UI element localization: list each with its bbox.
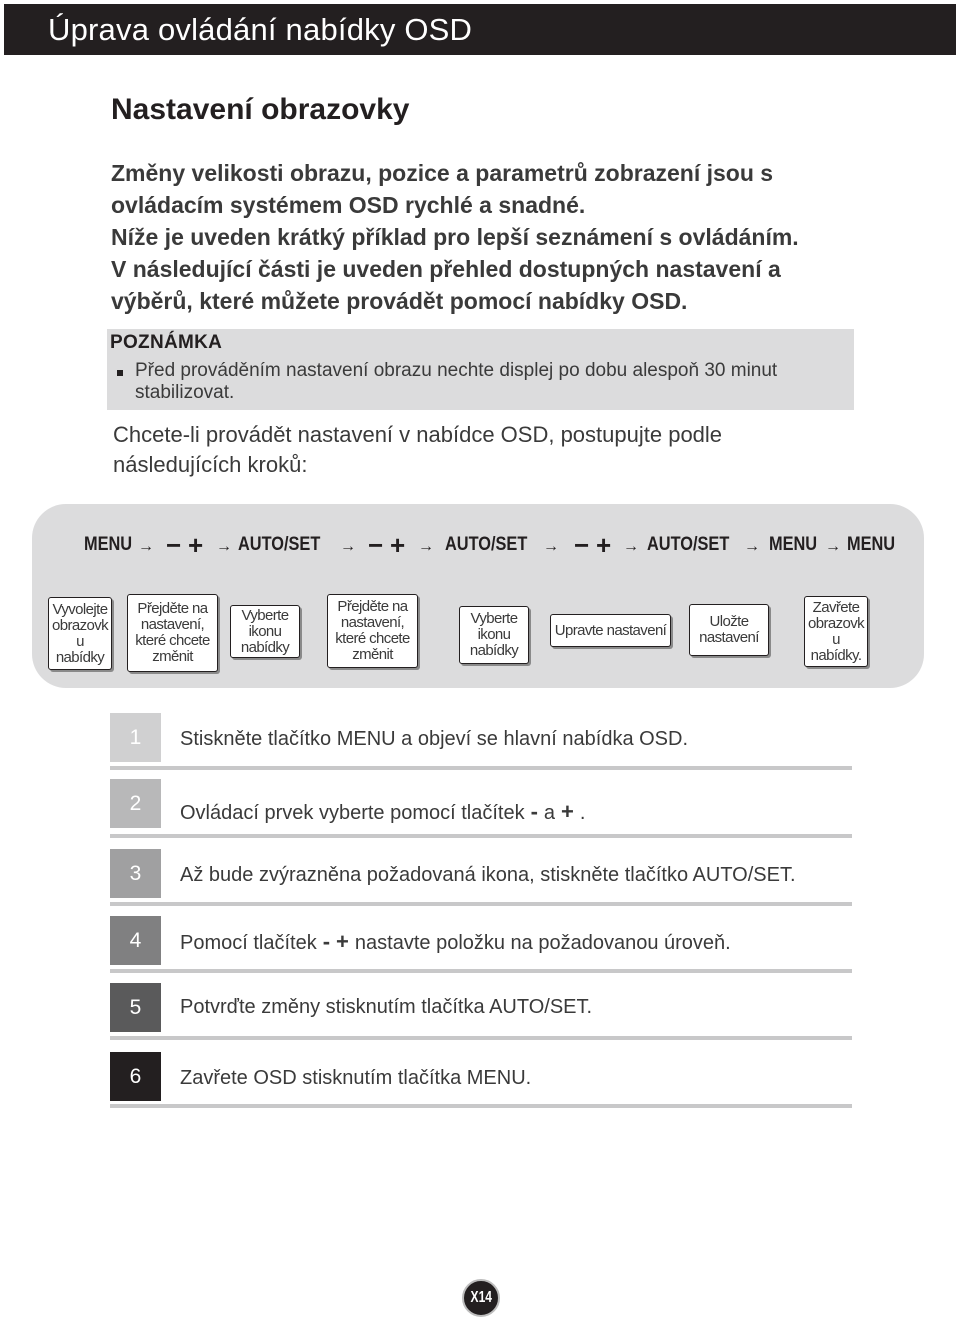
flow-step-box: Upravte nastavení [550, 614, 671, 647]
step-divider [110, 969, 852, 973]
minus-icon: − [166, 530, 182, 560]
arrow-right-icon: → [340, 538, 356, 555]
flow-autoset-label: AUTO/SET [238, 534, 321, 555]
step-text-part: Pomocí tlačítek [180, 932, 317, 954]
step-number: 1 [110, 713, 161, 762]
step-divider [110, 902, 852, 906]
flow-step-box: Uložte nastavení [689, 604, 769, 656]
bullet-icon [117, 370, 123, 376]
plus-icon: + [390, 530, 406, 560]
plus-icon: + [596, 530, 612, 560]
step-text [180, 799, 585, 825]
step-number: 3 [110, 849, 161, 898]
minus-icon: − [368, 530, 384, 560]
minus-icon: - [530, 799, 538, 824]
flow-step-box: Přejděte na nastavení, které chcete změnit [327, 594, 418, 668]
step-text-part: Ovládací prvek vyberte pomocí tlačítek [180, 802, 525, 824]
step-text: Až bude zvýrazněna požadovaná ikona, stiskněte tlačítko AUTO/SET. [180, 864, 796, 886]
step-number: 5 [110, 983, 161, 1032]
arrow-right-icon: → [623, 538, 639, 555]
minus-icon: − [574, 530, 590, 560]
lead-text: Chcete-li provádět nastavení v nabídce OSD, postupujte podle následujících kroků: [113, 422, 723, 477]
arrow-right-icon: → [138, 538, 154, 555]
note-text: Před prováděním nastavení obrazu nechte displej po dobu alespoň 30 minut stabilizovat. [135, 360, 778, 403]
intro-line: V následující části je uveden přehled dostupných nastavení a [111, 256, 781, 282]
step-divider [110, 834, 852, 838]
flow-menu-label: MENU [84, 534, 133, 555]
flow-menu-label: MENU [769, 534, 818, 555]
intro-line: ovládacím systémem OSD rychlé a snadné. [111, 192, 586, 218]
step-number: 6 [110, 1052, 161, 1101]
header-bar [4, 4, 956, 55]
arrow-right-icon: → [744, 538, 760, 555]
section-title: Nastavení obrazovky [111, 93, 410, 126]
page-title: Úprava ovládání nabídky OSD [48, 12, 473, 47]
arrow-right-icon: → [543, 538, 559, 555]
step-text [180, 929, 731, 955]
flow-autoset-label: AUTO/SET [445, 534, 528, 555]
page-number: X14 [470, 1289, 492, 1306]
step-text-part: . [579, 802, 586, 824]
plus-icon: + [336, 929, 349, 954]
flow-step-box: Vyberte ikonu nabídky [459, 606, 529, 664]
intro-paragraph [111, 157, 871, 317]
page-number-badge [462, 1279, 500, 1317]
step-divider [110, 1036, 852, 1040]
flow-sequence [0, 530, 960, 564]
step-number: 4 [110, 916, 161, 965]
flow-step-box: Vyberte ikonu nabídky [230, 605, 300, 658]
flow-step-box: Zavřete obrazovk u nabídky. [804, 596, 868, 667]
step-text: Stiskněte tlačítko MENU a objeví se hlavní nabídka OSD. [180, 728, 689, 750]
intro-line: Změny velikosti obrazu, pozice a parametrů zobrazení jsou s [111, 160, 774, 186]
plus-icon: + [188, 530, 204, 560]
step-divider [110, 766, 852, 770]
flow-step-box: Vyvolejte obrazovk u nabídky [48, 597, 112, 670]
note-title: POZNÁMKA [110, 332, 223, 353]
step-number: 2 [110, 779, 161, 828]
arrow-right-icon: → [216, 538, 232, 555]
step-text: Zavřete OSD stisknutím tlačítka MENU. [180, 1067, 532, 1089]
minus-icon: - [322, 929, 331, 954]
intro-line: Níže je uveden krátký příklad pro lepší seznámení s ovládáním. [111, 224, 799, 250]
arrow-right-icon: → [825, 538, 841, 555]
plus-icon: + [561, 799, 574, 824]
flow-autoset-label: AUTO/SET [647, 534, 730, 555]
step-text-part: a [543, 802, 556, 824]
step-divider [110, 1104, 852, 1108]
flow-menu-label: MENU [847, 534, 896, 555]
arrow-right-icon: → [418, 538, 434, 555]
step-text-part: nastavte položku na požadovanou úroveň. [354, 932, 731, 954]
intro-line: výběrů, které můžete provádět pomocí nabídky OSD. [111, 288, 688, 314]
flow-step-box: Přejděte na nastavení, které chcete změnit [127, 594, 218, 672]
note-box [107, 329, 854, 410]
step-text: Potvrďte změny stisknutím tlačítka AUTO/SET. [180, 996, 593, 1018]
